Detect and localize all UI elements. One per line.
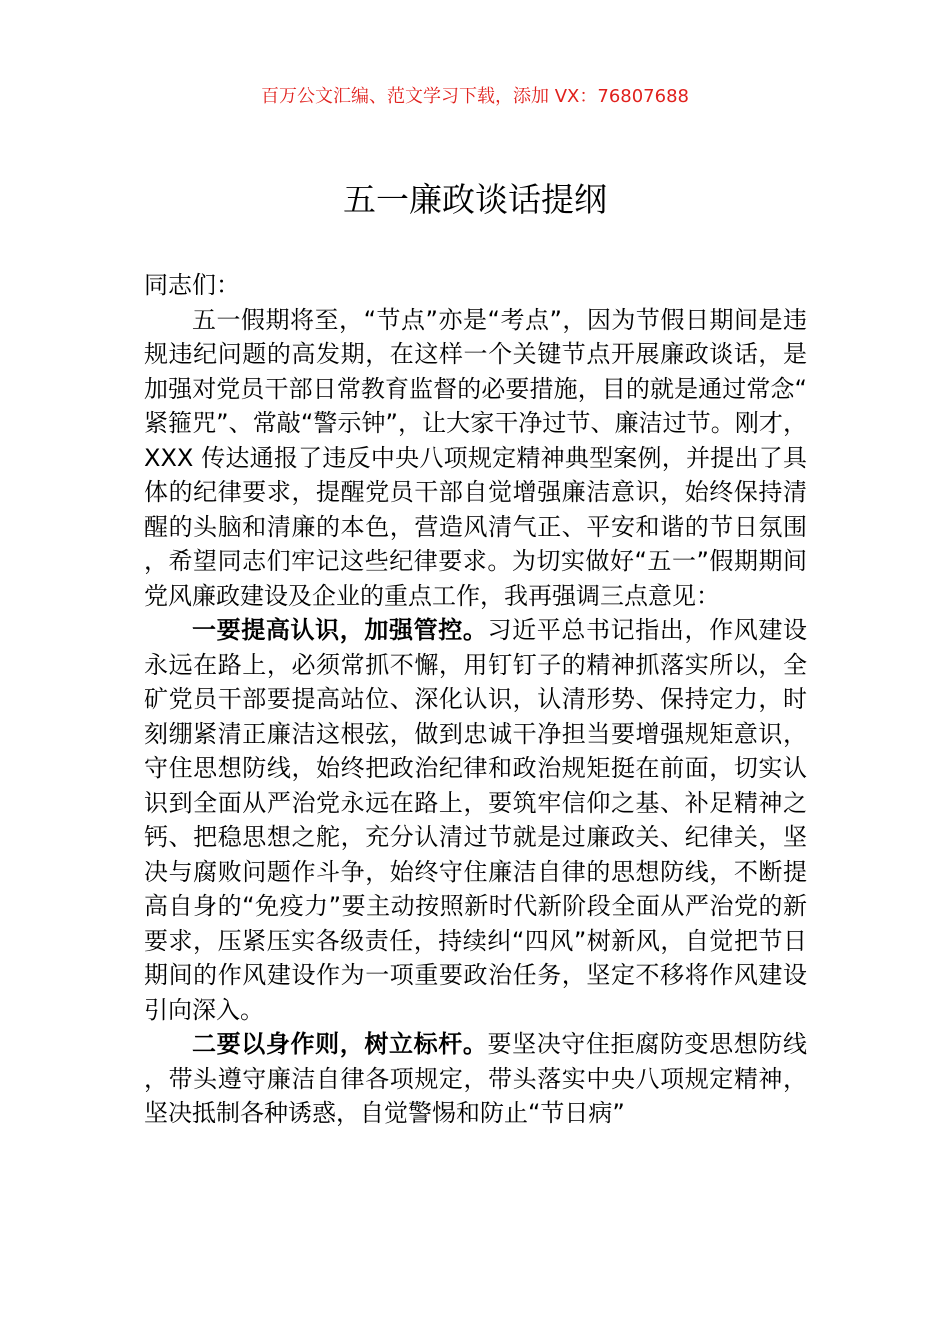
header-note: 百万公文汇编、范文学习下载，添加 VX：76807688 [261,86,689,107]
paragraph-text: 要坚决守住拒腐防变思想防线，带头遵守廉洁自律各项规定，带头落实中央八项规定精神，坚决抵制各种诱惑，自觉警惕和防止“节日病” [144,1030,807,1127]
paragraph-lead: 一要提高认识，加强管控。 [192,616,488,644]
paragraph-point-2 [144,1027,807,1131]
paragraph-intro [144,303,807,614]
paragraph-text: 五一假期将至，“节点”亦是“考点”，因为节假日期间是违规违纪问题的高发期，在这样一个关键节点开展廉政谈话，是加强对党员干部日常教育监督的必要措施，目的就是通过常念“紧箍咒”、常敲“警示钟”，让大家干净过节、廉洁过节。刚才，XXX 传达通报了违反中央八项规定精神典型案例，并提出了具体的纪律要求，提醒党员干部自觉增强廉洁意识，始终保持清醒的头脑和清廉的本色，营造风清气正、平安和谐的节日氛围，希望同志们牢记这些纪律要求。为切实做好“五一”假期期间党风廉政建设及企业的重点工作，我再强调三点意见： [144,305,807,610]
paragraph-point-1 [144,613,807,1027]
paragraph-lead: 二要以身作则，树立标杆。 [192,1030,488,1058]
salutation: 同志们： [144,271,240,299]
paragraph-text: 习近平总书记指出，作风建设永远在路上，必须常抓不懈，用钉钉子的精神抓落实所以，全矿党员干部要提高站位、深化认识，认清形势、保持定力，时刻绷紧清正廉洁这根弦，做到忠诚干净担当要增强规矩意识，守住思想防线，始终把政治纪律和政治规矩挺在前面，切实认识到全面从严治党永远在路上，要筑牢信仰之基、补足精神之钙、把稳思想之舵，充分认清过节就是过廉政关、纪律关，坚决与腐败问题作斗争，始终守住廉洁自律的思想防线，不断提高自身的“免疫力”要主动按照新时代新阶段全面从严治党的新要求，压紧压实各级责任，持续纠“四风”树新风，自觉把节日期间的作风建设作为一项重要政治任务，坚定不移将作风建设引向深入。 [144,616,807,1024]
document-body [144,268,807,1131]
page-title: 五一廉政谈话提纲 [343,180,607,219]
